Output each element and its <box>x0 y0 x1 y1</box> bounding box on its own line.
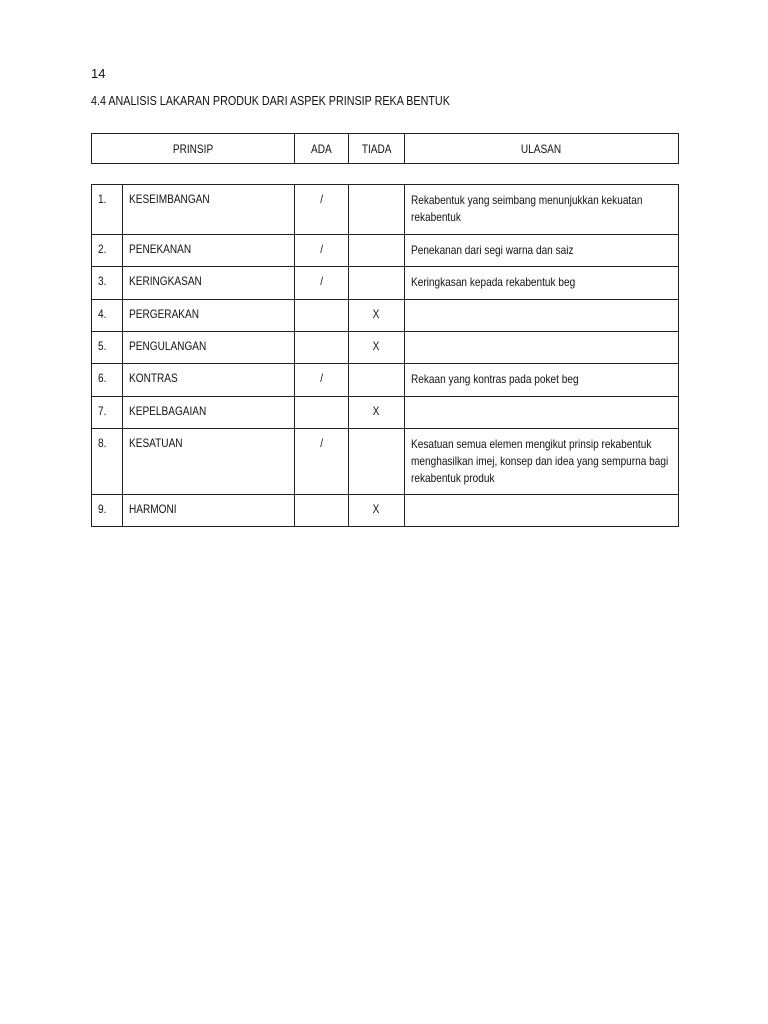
principle-name-cell <box>123 364 295 397</box>
table-row <box>92 364 679 397</box>
row-number: 6. <box>98 371 107 385</box>
principle-name: KERINGKASAN <box>129 274 202 288</box>
header-prinsip: PRINSIP <box>92 134 295 164</box>
principle-name: PENGULANGAN <box>129 339 207 353</box>
row-number-cell <box>92 397 123 429</box>
ulasan-text-cell <box>405 495 679 527</box>
principle-name-cell <box>123 397 295 429</box>
tiada-mark: X <box>373 307 380 321</box>
table-row <box>92 495 679 527</box>
ada-mark-cell <box>295 364 349 397</box>
header-ada: ADA <box>295 134 349 164</box>
row-number-cell <box>92 267 123 300</box>
header-tiada: TIADA <box>349 134 405 164</box>
principle-name: KEPELBAGAIAN <box>129 404 207 418</box>
ada-mark-cell <box>295 397 349 429</box>
principle-name-cell <box>123 300 295 332</box>
row-number: 3. <box>98 274 107 288</box>
row-number-cell <box>92 332 123 364</box>
tiada-mark: X <box>373 404 380 418</box>
ulasan-text-cell <box>405 185 679 235</box>
ulasan-text-cell <box>405 300 679 332</box>
ulasan-text: Keringkasan kepada rekabentuk beg <box>411 275 576 289</box>
table-row <box>92 300 679 332</box>
row-number: 1. <box>98 192 107 206</box>
table-row <box>92 267 679 300</box>
principle-name: KESEIMBANGAN <box>129 192 210 206</box>
principles-table <box>91 184 679 527</box>
ulasan-text-cell <box>405 429 679 495</box>
ada-mark-cell <box>295 332 349 364</box>
header-ulasan: ULASAN <box>405 134 679 164</box>
row-number-cell <box>92 495 123 527</box>
principle-name: KESATUAN <box>129 436 183 450</box>
principle-name-cell <box>123 185 295 235</box>
tiada-mark-cell <box>349 332 405 364</box>
tiada-mark: X <box>373 502 380 516</box>
principle-name-cell <box>123 267 295 300</box>
page-number: 14 <box>91 66 106 81</box>
ada-mark-cell <box>295 185 349 235</box>
header-table <box>91 133 679 164</box>
tiada-mark-cell <box>349 300 405 332</box>
table-row <box>92 185 679 235</box>
ada-mark-cell <box>295 429 349 495</box>
row-number: 4. <box>98 307 107 321</box>
ada-mark-cell <box>295 300 349 332</box>
ulasan-text: Rekaan yang kontras pada poket beg <box>411 372 579 386</box>
ulasan-text-cell <box>405 397 679 429</box>
row-number-cell <box>92 185 123 235</box>
tiada-mark-cell <box>349 185 405 235</box>
ulasan-text-cell <box>405 267 679 300</box>
principle-name-cell <box>123 429 295 495</box>
principle-name-cell <box>123 332 295 364</box>
row-number: 5. <box>98 339 107 353</box>
row-number: 9. <box>98 502 107 516</box>
ada-mark: / <box>320 371 323 385</box>
ulasan-text-cell <box>405 364 679 397</box>
table-row <box>92 397 679 429</box>
row-number-cell <box>92 235 123 267</box>
table-row <box>92 235 679 267</box>
ulasan-text: Kesatuan semua elemen mengikut prinsip rekabentuk menghasilkan imej, konsep dan idea yang sempurna bagi rekabentuk produk <box>411 437 669 485</box>
tiada-mark-cell <box>349 235 405 267</box>
ada-mark: / <box>320 192 323 206</box>
tiada-mark: X <box>373 339 380 353</box>
row-number-cell <box>92 429 123 495</box>
row-number: 7. <box>98 404 107 418</box>
table-row <box>92 429 679 495</box>
ada-mark: / <box>320 242 323 256</box>
ulasan-text: Penekanan dari segi warna dan saiz <box>411 243 574 257</box>
tiada-mark-cell <box>349 495 405 527</box>
ada-mark: / <box>320 274 323 288</box>
tiada-mark-cell <box>349 429 405 495</box>
ada-mark-cell <box>295 495 349 527</box>
ada-mark: / <box>320 436 323 450</box>
principle-name: PENEKANAN <box>129 242 192 256</box>
row-number-cell <box>92 300 123 332</box>
principle-name: KONTRAS <box>129 371 178 385</box>
ada-mark-cell <box>295 267 349 300</box>
ulasan-text: Rekabentuk yang seimbang menunjukkan kekuatan rekabentuk <box>411 193 643 224</box>
header-row <box>92 134 679 164</box>
ada-mark-cell <box>295 235 349 267</box>
row-number-cell <box>92 364 123 397</box>
row-number: 2. <box>98 242 107 256</box>
principle-name: HARMONI <box>129 502 177 516</box>
ulasan-text-cell <box>405 235 679 267</box>
section-title: 4.4 ANALISIS LAKARAN PRODUK DARI ASPEK PRINSIP REKA BENTUK <box>91 94 450 108</box>
table-row <box>92 332 679 364</box>
tiada-mark-cell <box>349 364 405 397</box>
principle-name-cell <box>123 235 295 267</box>
tiada-mark-cell <box>349 267 405 300</box>
tiada-mark-cell <box>349 397 405 429</box>
principle-name: PERGERAKAN <box>129 307 200 321</box>
row-number: 8. <box>98 436 107 450</box>
principle-name-cell <box>123 495 295 527</box>
ulasan-text-cell <box>405 332 679 364</box>
